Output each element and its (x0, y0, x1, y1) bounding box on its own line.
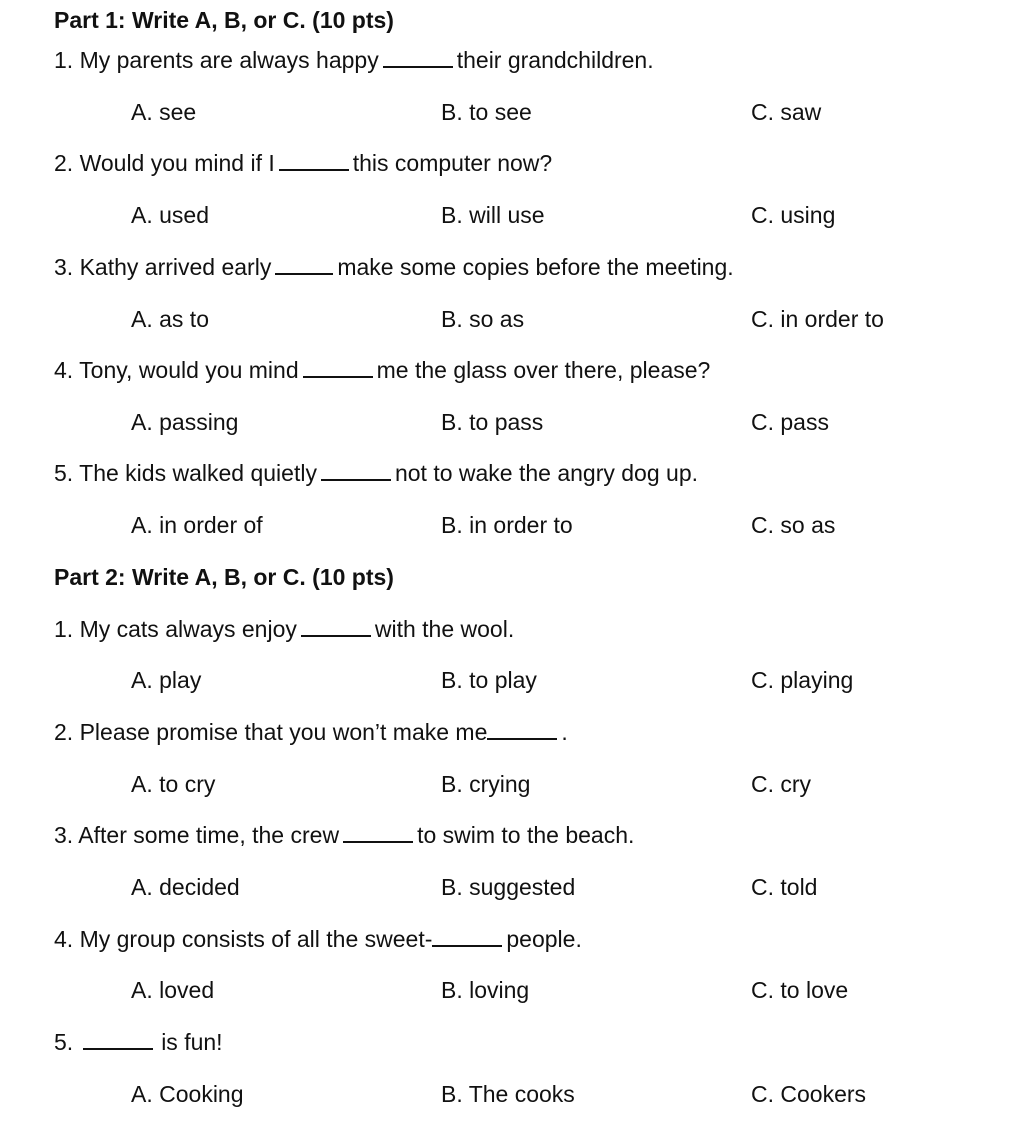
part1-question-3 (54, 253, 734, 281)
option-a: A. Cooking (131, 1081, 244, 1107)
part2-question-5 (54, 1028, 223, 1056)
answer-blank (487, 720, 557, 740)
part1-question-5 (54, 459, 698, 487)
question-text-after: this computer now? (352, 150, 553, 176)
answer-blank (383, 48, 453, 68)
option-c: C. pass (751, 409, 829, 435)
part2-question-1-options (0, 666, 1024, 694)
question-text-after: not to wake the angry dog up. (394, 460, 698, 486)
option-a: A. used (131, 202, 209, 228)
question-text-after: . (561, 719, 568, 745)
answer-blank (275, 255, 333, 275)
option-c: C. saw (751, 99, 822, 125)
answer-blank (83, 1030, 153, 1050)
question-text-before: 2. Would you mind if I (54, 150, 275, 176)
option-c: C. told (751, 874, 818, 900)
answer-blank (321, 461, 391, 481)
answer-blank (301, 617, 371, 637)
part1-question-1-options (0, 98, 1024, 126)
part1-question-5-options (0, 511, 1024, 539)
option-a: A. to cry (131, 771, 216, 797)
option-b: B. to play (441, 667, 537, 693)
part2-title: Part 2: Write A, B, or C. (10 pts) (54, 564, 394, 590)
option-c: C. playing (751, 667, 854, 693)
option-a: A. passing (131, 409, 239, 435)
option-c: C. in order to (751, 306, 884, 332)
part2-question-4 (54, 925, 582, 953)
option-b: B. The cooks (441, 1081, 575, 1107)
part2-question-5-options (0, 1080, 1024, 1108)
part1-question-4 (54, 356, 710, 384)
answer-blank (343, 823, 413, 843)
option-a: A. in order of (131, 512, 263, 538)
option-b: B. in order to (441, 512, 573, 538)
question-text-before: 5. The kids walked quietly (54, 460, 317, 486)
option-b: B. will use (441, 202, 545, 228)
part2-question-1 (54, 615, 514, 643)
part2-question-2 (54, 718, 568, 746)
question-text-before: 4. Tony, would you mind (54, 357, 299, 383)
option-c: C. using (751, 202, 836, 228)
option-a: A. see (131, 99, 197, 125)
question-text-after: with the wool. (374, 616, 515, 642)
question-text-after: to swim to the beach. (417, 822, 635, 848)
option-a: A. play (131, 667, 202, 693)
question-text-before: 3. After some time, the crew (54, 822, 340, 848)
question-text-after: their grandchildren. (456, 47, 654, 73)
question-text-before: 3. Kathy arrived early (54, 254, 272, 280)
question-text-before: 4. My group consists of all the sweet- (54, 926, 433, 952)
part2-question-3 (54, 821, 634, 849)
question-text-before: 5. (54, 1029, 74, 1055)
question-text-after: make some copies before the meeting. (337, 254, 734, 280)
answer-blank (303, 358, 373, 378)
question-text-before: 1. My cats always enjoy (54, 616, 297, 642)
part1-question-4-options (0, 408, 1024, 436)
option-b: B. loving (441, 977, 530, 1003)
question-text-after: me the glass over there, please? (376, 357, 711, 383)
part2-question-3-options (0, 873, 1024, 901)
option-b: B. to see (441, 99, 532, 125)
question-text-after: people. (506, 926, 582, 952)
option-b: B. to pass (441, 409, 544, 435)
part2-question-4-options (0, 976, 1024, 1004)
option-b: B. so as (441, 306, 525, 332)
question-text-before: 1. My parents are always happy (54, 47, 379, 73)
part1-title: Part 1: Write A, B, or C. (10 pts) (54, 7, 394, 33)
question-text-after: is fun! (161, 1029, 223, 1055)
part1-question-3-options (0, 305, 1024, 333)
option-b: B. suggested (441, 874, 576, 900)
question-text-before: 2. Please promise that you won’t make me (54, 719, 488, 745)
option-a: A. decided (131, 874, 240, 900)
part1-question-2 (54, 149, 552, 177)
option-b: B. crying (441, 771, 531, 797)
answer-blank (432, 927, 502, 947)
answer-blank (279, 151, 349, 171)
part1-question-1 (54, 46, 654, 74)
option-c: C. cry (751, 771, 812, 797)
part1-question-2-options (0, 201, 1024, 229)
option-c: C. Cookers (751, 1081, 867, 1107)
part2-question-2-options (0, 770, 1024, 798)
option-c: C. to love (751, 977, 849, 1003)
option-c: C. so as (751, 512, 836, 538)
option-a: A. loved (131, 977, 215, 1003)
option-a: A. as to (131, 306, 209, 332)
